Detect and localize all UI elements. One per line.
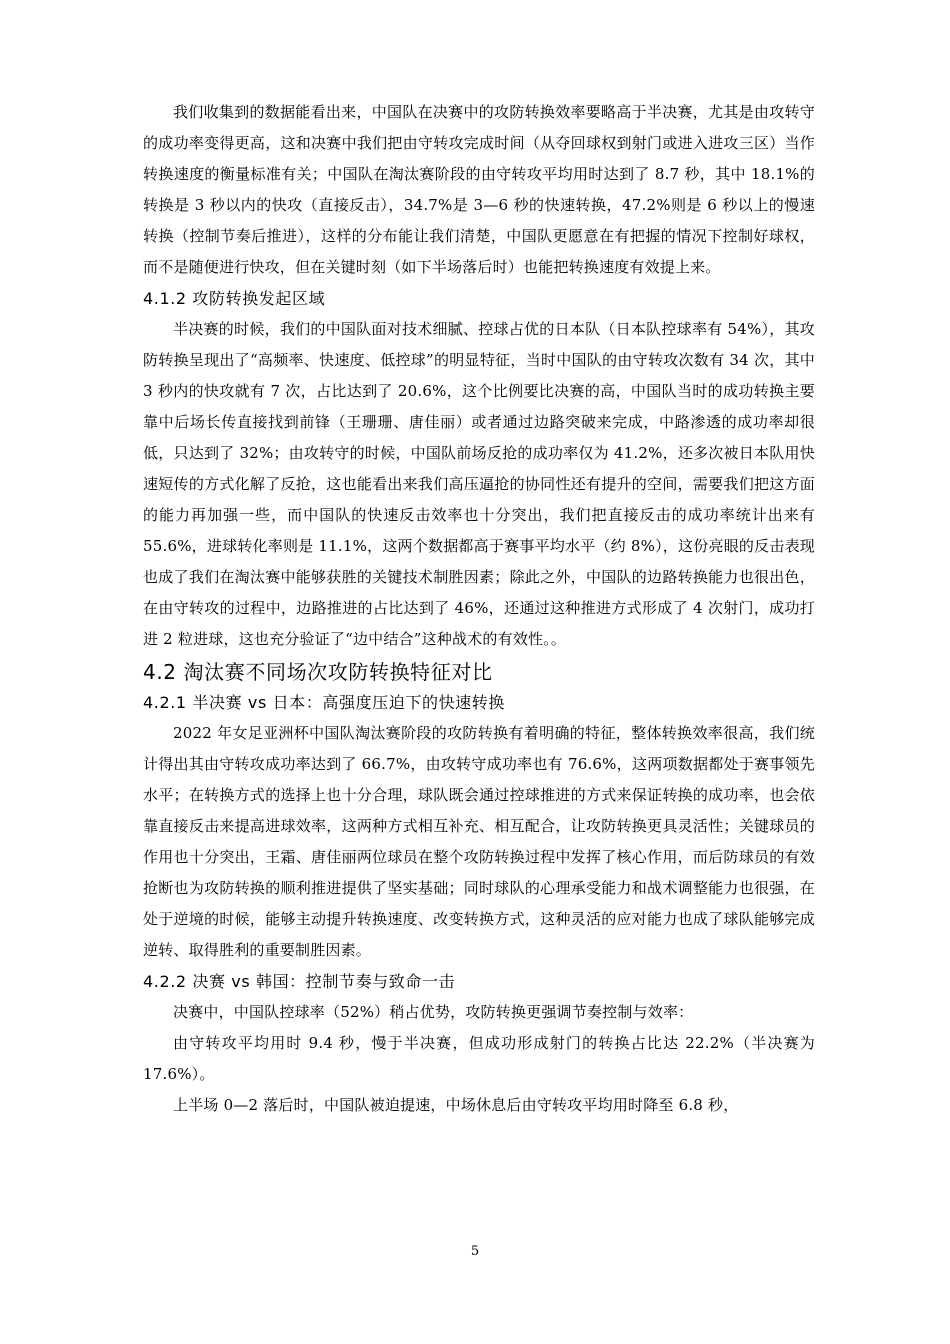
heading-4-1-2: 4.1.2 攻防转换发起区域 bbox=[143, 289, 326, 308]
heading-4-2-1: 4.2.1 半决赛 vs 日本：高强度压迫下的快速转换 bbox=[143, 693, 505, 712]
paragraph-final-transition-time: 由守转攻平均用时 9.4 秒，慢于半决赛，但成功形成射门的转换占比达 22.2%（半决赛为 17.6%）。 bbox=[143, 1034, 815, 1083]
heading-4-2-2: 4.2.2 决赛 vs 韩国：控制节奏与致命一击 bbox=[143, 972, 456, 991]
paragraph-transition-speed: 我们收集到的数据能看出来，中国队在决赛中的攻防转换效率要略高于半决赛，尤其是由攻转守的成功率变得更高，这和决赛中我们把由守转攻完成时间（从夺回球权到射门或进入进攻三区）当作转换速度的衡量标准有关；中国队在淘汰赛阶段的由守转攻平均用时达到了 8.7 秒，其中 18.1%的转换是 3 秒以内的快攻（直接反击），34.7%是 3—6 秒的快速转换，47.2%则是 6 秒以上的慢速转换（控制节奏后推进），这样的分布能让我们清楚，中国队更愿意在有把握的情况下控制好球权，而不是随便进行快攻，但在关键时刻（如下半场落后时）也能把转换速度有效提上来。 bbox=[143, 103, 815, 276]
page-body bbox=[143, 97, 815, 1121]
page-number: 5 bbox=[470, 1244, 480, 1259]
paragraph-knockout-summary: 2022 年女足亚洲杯中国队淘汰赛阶段的攻防转换有着明确的特征，整体转换效率很高，我们统计得出其由守转攻成功率达到了 66.7%，由攻转守成功率也有 76.6%，这两项数据都处于赛事领先水平；在转换方式的选择上也十分合理，球队既会通过控球推进的方式来保证转换的成功率，也会依靠直接反击来提高进球效率，这两种方式相互补充、相互配合，让攻防转换更具灵活性；关键球员的作用也十分突出，王霜、唐佳丽两位球员在整个攻防转换过程中发挥了核心作用，而后防球员的有效抢断也为攻防转换的顺利推进提供了坚实基础；同时球队的心理承受能力和战术调整能力也很强，在处于逆境的时候，能够主动提升转换速度、改变转换方式，这种灵活的应对能力也成了球队能够完成逆转、取得胜利的重要制胜因素。 bbox=[143, 724, 815, 959]
paragraph-final-possession: 决赛中，中国队控球率（52%）稍占优势，攻防转换更强调节奏控制与效率： bbox=[173, 1003, 694, 1021]
paragraph-semifinal-transition-zones: 半决赛的时候，我们的中国队面对技术细腻、控球占优的日本队（日本队控球率有 54%），其攻防转换呈现出了“高频率、快速度、低控球”的明显特征，当时中国队的由守转攻次数有 34 次，其中 3 秒内的快攻就有 7 次，占比达到了 20.6%，这个比例要比决赛的高，中国队当时的成功转换主要靠中后场长传直接找到前锋（王珊珊、唐佳丽）或者通过边路突破来完成，中路渗透的成功率却很低，只达到了 32%；由攻转守的时候，中国队前场反抢的成功率仅为 41.2%，还多次被日本队用快速短传的方式化解了反抢，这也能看出来我们高压逼抢的协同性还有提升的空间，需要我们把这方面的能力再加强一些，而中国队的快速反击效率也十分突出，我们把直接反击的成功率统计出来有 55.6%，进球转化率则是 11.1%，这两个数据都高于赛事平均水平（约 8%），这份亮眼的反击表现也成了我们在淘汰赛中能够获胜的关键技术制胜因素；除此之外，中国队的边路转换能力也很出色，在由守转攻的过程中，边路推进的占比达到了 46%，还通过这种推进方式形成了 4 次射门，成功打进 2 粒进球，这也充分验证了“边中结合”这种战术的有效性。。 bbox=[143, 320, 815, 648]
paragraph-final-first-half: 上半场 0—2 落后时，中国队被迫提速，中场休息后由守转攻平均用时降至 6.8 秒， bbox=[173, 1096, 739, 1114]
heading-4-2: 4.2 淘汰赛不同场次攻防转换特征对比 bbox=[143, 660, 493, 684]
